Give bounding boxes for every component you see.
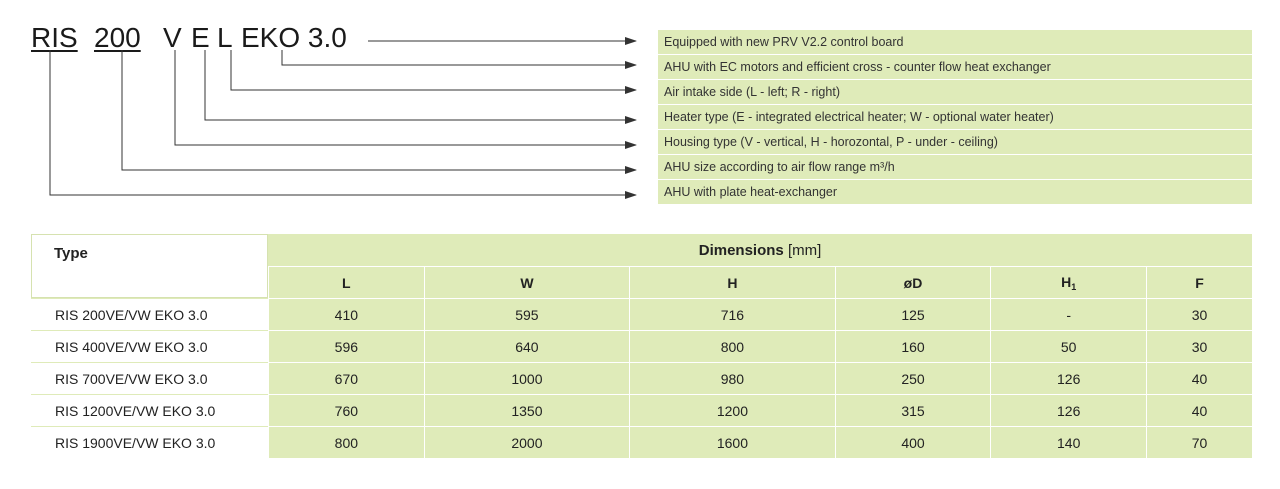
table-header-row xyxy=(31,234,1252,266)
connector-line-5 xyxy=(175,50,636,145)
dimension-value: 1200 xyxy=(629,394,835,426)
dimension-value: - xyxy=(990,298,1146,330)
desc-air-intake: Air intake side (L - left; R - right) xyxy=(658,80,1252,104)
desc-housing-type: Housing type (V - vertical, H - horozontal, P - under - ceiling) xyxy=(658,130,1252,154)
dimension-value: 2000 xyxy=(424,426,630,458)
dimension-value: 595 xyxy=(424,298,630,330)
table-row xyxy=(31,394,1252,426)
dimension-value: 400 xyxy=(835,426,991,458)
type-cell: RIS 700VE/VW EKO 3.0 xyxy=(31,362,268,394)
table-row xyxy=(31,426,1252,458)
code-heater: E xyxy=(191,22,210,53)
desc-ec-motors: AHU with EC motors and efficient cross - counter flow heat exchanger xyxy=(658,55,1252,79)
dimension-value: 800 xyxy=(629,330,835,362)
connector-line-7 xyxy=(50,50,636,195)
col-header-w: W xyxy=(424,266,630,298)
code-size: 200 xyxy=(94,22,141,53)
dimension-value: 40 xyxy=(1146,394,1252,426)
dimension-value: 125 xyxy=(835,298,991,330)
type-header: Type xyxy=(31,234,268,298)
col-header-h: H xyxy=(629,266,835,298)
dimension-value: 250 xyxy=(835,362,991,394)
connector-line-2 xyxy=(282,50,636,65)
dimension-value: 596 xyxy=(268,330,424,362)
dimension-value: 800 xyxy=(268,426,424,458)
dimension-value: 980 xyxy=(629,362,835,394)
dimension-value: 70 xyxy=(1146,426,1252,458)
table-row xyxy=(31,298,1252,330)
dimension-value: 670 xyxy=(268,362,424,394)
dimension-value: 30 xyxy=(1146,330,1252,362)
table-row xyxy=(31,362,1252,394)
type-cell: RIS 400VE/VW EKO 3.0 xyxy=(31,330,268,362)
col-header-diameter: øD xyxy=(835,266,991,298)
col-header-l: L xyxy=(268,266,424,298)
code-housing: V xyxy=(163,22,182,53)
dimension-value: 760 xyxy=(268,394,424,426)
desc-control-board: Equipped with new PRV V2.2 control board xyxy=(658,30,1252,54)
code-eko: EKO 3.0 xyxy=(241,22,347,53)
dimension-value: 30 xyxy=(1146,298,1252,330)
dimensions-table xyxy=(31,234,1252,458)
dimension-value: 160 xyxy=(835,330,991,362)
dimension-value: 410 xyxy=(268,298,424,330)
type-cell: RIS 200VE/VW EKO 3.0 xyxy=(31,298,268,330)
dimension-value: 126 xyxy=(990,362,1146,394)
code-connector-lines xyxy=(0,0,660,210)
dimension-value: 1000 xyxy=(424,362,630,394)
dimension-value: 50 xyxy=(990,330,1146,362)
desc-ahu-size: AHU size according to air flow range m³/h xyxy=(658,155,1252,179)
dimension-value: 40 xyxy=(1146,362,1252,394)
type-cell: RIS 1900VE/VW EKO 3.0 xyxy=(31,426,268,458)
desc-plate-exchanger: AHU with plate heat-exchanger xyxy=(658,180,1252,204)
dimensions-header: Dimensions [mm] xyxy=(268,234,1252,266)
dimension-value: 1350 xyxy=(424,394,630,426)
dimension-value: 140 xyxy=(990,426,1146,458)
dimension-value: 716 xyxy=(629,298,835,330)
connector-line-6 xyxy=(122,50,636,170)
connector-line-3 xyxy=(231,50,636,90)
dimension-value: 1600 xyxy=(629,426,835,458)
code-intake: L xyxy=(217,22,233,53)
col-header-f: F xyxy=(1146,266,1252,298)
desc-heater-type: Heater type (E - integrated electrical heater; W - optional water heater) xyxy=(658,105,1252,129)
code-ris: RIS xyxy=(31,22,78,53)
type-cell: RIS 1200VE/VW EKO 3.0 xyxy=(31,394,268,426)
table-row xyxy=(31,330,1252,362)
col-header-h1: $H_1$ xyxy=(990,266,1146,298)
dimension-value: 315 xyxy=(835,394,991,426)
dimension-value: 640 xyxy=(424,330,630,362)
connector-line-4 xyxy=(205,50,636,120)
dimension-value: 126 xyxy=(990,394,1146,426)
